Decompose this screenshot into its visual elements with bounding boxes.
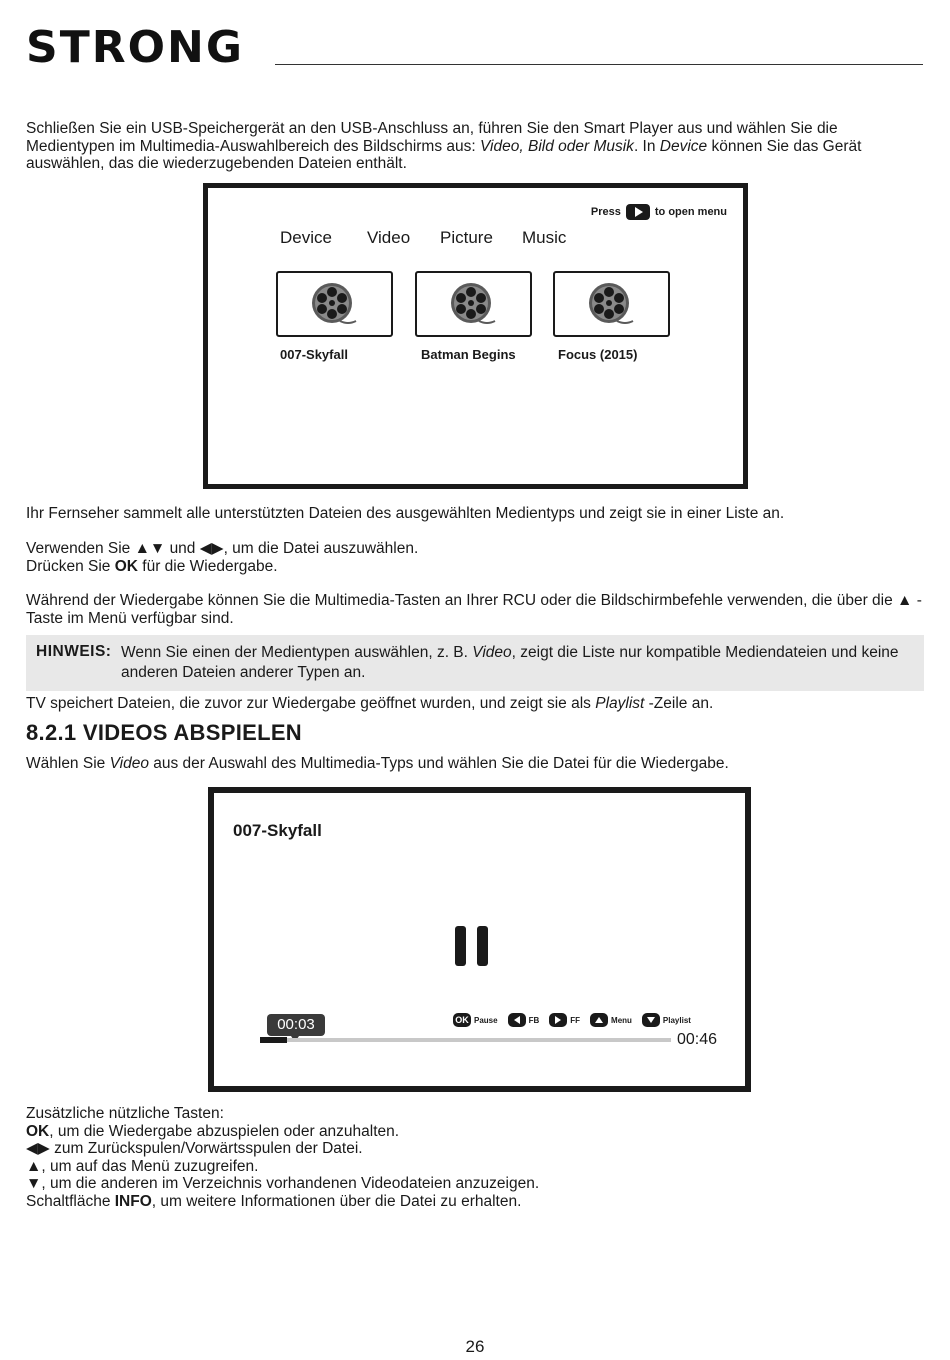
extra-ok-text: , um die Wiedergabe abzuspielen oder anzuhalten.: [49, 1122, 400, 1140]
playlist-down-icon[interactable]: [642, 1013, 660, 1027]
paragraph-playback: Während der Wiedergabe können Sie die Multimedia-Tasten an Ihrer RCU oder die Bildschirmbefehle verwenden, die über die ▲ -Taste im Menü verfügbar sind.: [26, 592, 922, 627]
ok-button-icon[interactable]: OK: [453, 1013, 471, 1027]
playlist-label: Playlist: [662, 1015, 691, 1025]
extra-list-text: ▼, um die anderen im Verzeichnis vorhandenen Videodateien anzuzeigen.: [26, 1175, 540, 1193]
note-box: [26, 635, 924, 691]
paragraph-select: [26, 540, 924, 575]
tab-device[interactable]: Device: [280, 228, 332, 247]
intro-paragraph: [26, 120, 924, 173]
pause-label: Pause: [474, 1015, 498, 1025]
menu-up-icon[interactable]: [590, 1013, 608, 1027]
tab-music[interactable]: Music: [522, 228, 567, 247]
intro-text-a: Schließen Sie ein USB-Speichergerät an den USB-Anschluss an, führen Sie den Smart Player aus und wählen Sie die Medientypen im Multimedia-Auswahlbereich des Bildschirms aus:: [26, 120, 838, 155]
page-number: 26: [465, 1337, 485, 1356]
press-label: Press: [590, 206, 621, 218]
paragraph-collect: Ihr Fernseher sammelt alle unterstützten Dateien des ausgewählten Medientyps und zeigt sie in einer Liste an.: [26, 505, 785, 522]
open-menu-label: to open menu: [654, 206, 727, 218]
section-text-c: aus der Auswahl des Multimedia-Typs und wählen Sie die Datei für die Wiedergabe.: [148, 755, 729, 772]
press-hint: [591, 204, 727, 220]
extra-menu-text: ▲, um auf das Menü zuzugreifen.: [26, 1157, 259, 1175]
press-ok-text: Drücken Sie: [26, 557, 115, 575]
playlist-text-a: TV speichert Dateien, die zuvor zur Wiedergabe geöffnet wurden, und zeigt sie als: [26, 695, 596, 712]
menu-label: Menu: [611, 1015, 632, 1025]
film-reel-icon: [587, 281, 637, 327]
strong-logo: STRONG: [26, 22, 244, 73]
section-video: Video: [109, 755, 149, 772]
paragraph-playlist: [26, 695, 924, 713]
intro-device: Device: [659, 137, 708, 155]
duration-time: 00:46: [677, 1031, 718, 1048]
elapsed-time: 00:03: [267, 1014, 325, 1036]
file-card[interactable]: [553, 271, 670, 337]
note-text: [121, 643, 911, 682]
section-text-a: Wählen Sie: [26, 755, 110, 772]
fast-forward-icon[interactable]: [549, 1013, 567, 1027]
film-reel-icon: [310, 281, 360, 327]
playlist-word: Playlist: [595, 695, 645, 712]
extra-info-text-c: , um weitere Informationen über die Datei zu erhalten.: [151, 1192, 522, 1210]
film-reel-icon: [449, 281, 499, 327]
note-text-c: , zeigt die Liste nur kompatible Mediendateien und keine anderen Dateien anderer Typen an.: [121, 644, 899, 681]
press-ok-text-end: für die Wiedergabe.: [137, 557, 278, 575]
note-video: Video: [472, 644, 512, 661]
fb-label: FB: [528, 1015, 540, 1025]
info-key: INFO: [114, 1192, 152, 1210]
playlist-text-c: -Zeile an.: [644, 695, 714, 712]
ff-label: FF: [570, 1015, 581, 1025]
intro-text-e: können Sie das Gerät auswählen, das die wiederzugebenden Dateien enthält.: [26, 137, 862, 173]
file-card[interactable]: [276, 271, 393, 337]
intro-text-c: . In: [633, 137, 660, 155]
header-rule: [275, 64, 923, 65]
file-label: Focus (2015): [558, 347, 638, 362]
pause-icon[interactable]: [455, 926, 493, 966]
rewind-icon[interactable]: [508, 1013, 526, 1027]
player-controls: [453, 1013, 701, 1027]
tab-picture[interactable]: Picture: [440, 228, 493, 247]
note-label: HINWEIS:: [36, 643, 112, 660]
file-label: 007-Skyfall: [280, 347, 348, 362]
progress-fill: [260, 1037, 287, 1043]
video-player-screenshot: [208, 787, 751, 1092]
section-heading: 8.2.1 VIDEOS ABSPIELEN: [26, 720, 302, 745]
play-icon: [626, 204, 650, 220]
video-title: 007-Skyfall: [233, 821, 322, 840]
section-intro: [26, 755, 924, 773]
extra-seek-text: ◀▶ zum Zurückspulen/Vorwärtsspulen der Datei.: [26, 1140, 363, 1158]
ok-key: OK: [114, 557, 138, 575]
tab-video[interactable]: Video: [367, 228, 411, 247]
select-text: Verwenden Sie ▲▼ und ◀▶, um die Datei auszuwählen.: [26, 540, 419, 557]
extra-keys: [26, 1105, 924, 1211]
note-text-a: Wenn Sie einen der Medientypen auswählen, z. B.: [121, 644, 473, 661]
ok-key: OK: [26, 1122, 50, 1140]
file-card[interactable]: [415, 271, 532, 337]
extra-info-text-a: Schaltfläche: [26, 1192, 115, 1210]
media-browser-screenshot: [203, 183, 748, 489]
progress-bar[interactable]: [260, 1038, 671, 1042]
extra-intro: Zusätzliche nützliche Tasten:: [26, 1105, 224, 1122]
file-label: Batman Begins: [421, 347, 516, 362]
intro-media-types: Video, Bild oder Musik: [480, 137, 634, 155]
